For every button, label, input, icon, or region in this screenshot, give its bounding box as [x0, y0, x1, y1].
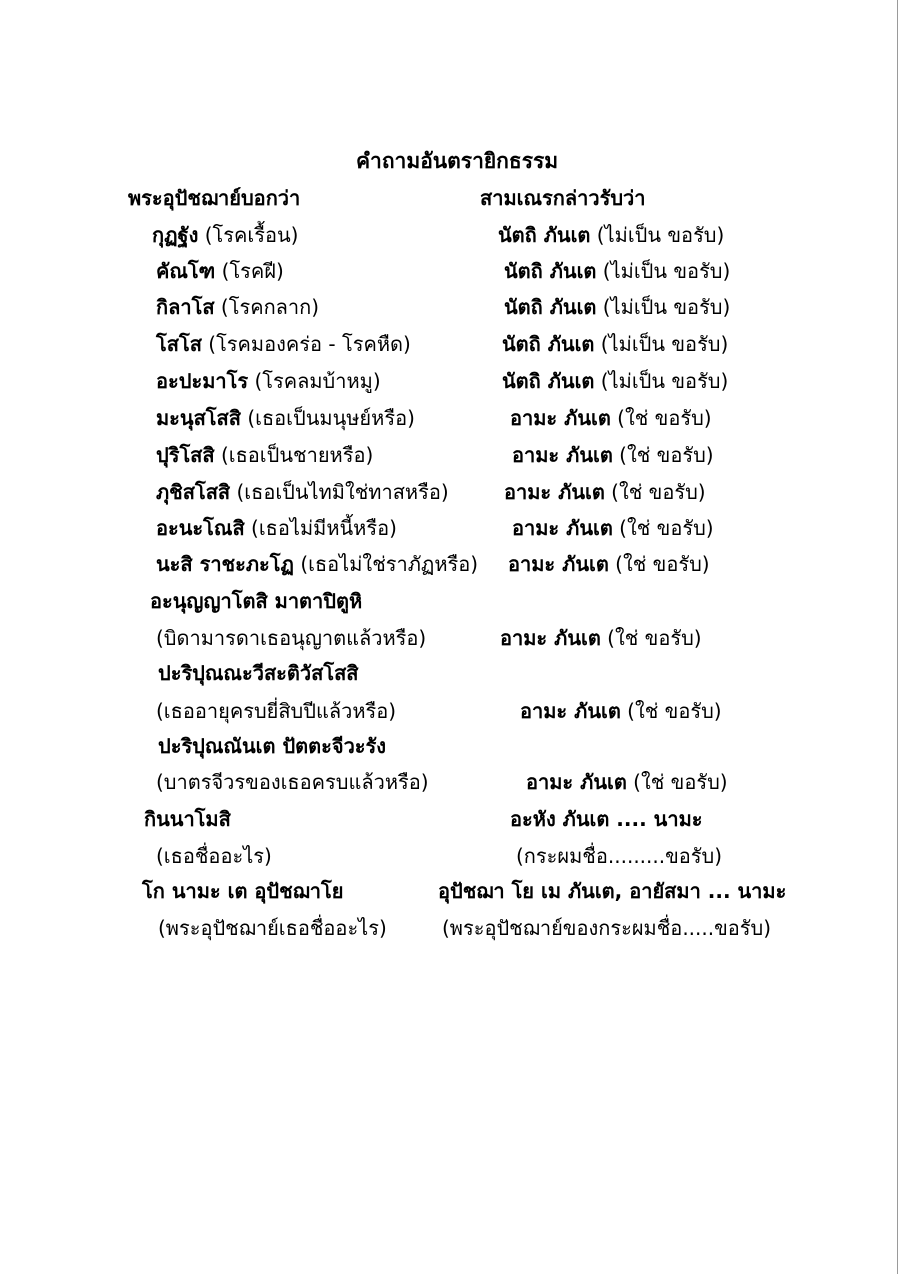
answer-pali: อุปัชฌา โย เม ภันเต, อายัสมา ... นามะ — [438, 879, 787, 903]
question-row: นะสิ ราชะภะโฏ (เธอไม่ใช่ราภัฏหรือ) — [156, 552, 479, 576]
answer-row: อามะ ภันเต (ใช่ ขอรับ) — [504, 480, 706, 504]
question-row: ปุริโสสิ (เธอเป็นชายหรือ) — [156, 443, 374, 467]
answer-row: อามะ ภันเต (ใช่ ขอรับ) — [500, 626, 702, 650]
question-row: คัณโฑ (โรคฝี) — [156, 259, 284, 283]
question-thai: (พระอุปัชฌาย์เธอชื่ออะไร) — [158, 916, 387, 940]
header-novice: สามเณรกล่าวรับว่า — [480, 186, 646, 210]
answer-thai: (กระผมชื่อ.........ขอรับ) — [516, 844, 723, 868]
question-row: ภุชิสโสสิ (เธอเป็นไทมิใช่ทาสหรือ) — [156, 480, 449, 504]
question-pali: ปะริปุณณะวีสะติวัสโสสิ — [158, 661, 359, 685]
answer-row: อามะ ภันเต (ใช่ ขอรับ) — [512, 516, 714, 540]
question-pali: โก นามะ เต อุปัชฌาโย — [142, 879, 344, 903]
document-title: คำถามอันตรายิกธรรม — [356, 149, 559, 173]
question-row: โสโส (โรคมองคร่อ - โรคหืด) — [156, 332, 411, 356]
answer-row: นัตถิ ภันเต (ไม่เป็น ขอรับ) — [502, 332, 729, 356]
question-pali: อะนุญญาโตสิ มาตาปิตูหิ — [150, 589, 363, 613]
question-row: กิลาโส (โรคกลาก) — [156, 295, 320, 319]
answer-row: นัตถิ ภันเต (ไม่เป็น ขอรับ) — [504, 295, 731, 319]
answer-row: อามะ ภันเต (ใช่ ขอรับ) — [508, 552, 710, 576]
answer-row: นัตถิ ภันเต (ไม่เป็น ขอรับ) — [504, 259, 731, 283]
question-row: มะนุสโสสิ (เธอเป็นมนุษย์หรือ) — [156, 406, 415, 430]
question-thai: (เธอชื่ออะไร) — [156, 844, 272, 868]
answer-row: อามะ ภันเต (ใช่ ขอรับ) — [520, 699, 722, 723]
answer-row: อามะ ภันเต (ใช่ ขอรับ) — [526, 770, 728, 794]
question-row: กุฏฐัง (โรคเรื้อน) — [152, 223, 299, 247]
answer-pali: อะหัง ภันเต .... นามะ — [510, 807, 703, 831]
question-pali: ปะริปุณณันเต ปัตตะจีวะรัง — [158, 734, 387, 758]
answer-row: นัตถิ ภันเต (ไม่เป็น ขอรับ) — [502, 369, 729, 393]
question-row: อะนะโณสิ (เธอไม่มีหนี้หรือ) — [156, 516, 397, 540]
answer-row: อามะ ภันเต (ใช่ ขอรับ) — [510, 406, 712, 430]
answer-row: อามะ ภันเต (ใช่ ขอรับ) — [512, 443, 714, 467]
question-thai: (บิดามารดาเธอนุญาตแล้วหรือ) — [156, 626, 427, 650]
question-thai: (เธออายุครบยี่สิบปีแล้วหรือ) — [156, 699, 397, 723]
question-pali: กินนาโมสิ — [144, 807, 231, 831]
answer-row: นัตถิ ภันเต (ไม่เป็น ขอรับ) — [498, 223, 725, 247]
question-row: อะปะมาโร (โรคลมบ้าหมู) — [156, 369, 381, 393]
question-thai: (บาตรจีวรของเธอครบแล้วหรือ) — [156, 770, 429, 794]
answer-thai: (พระอุปัชฌาย์ของกระผมชื่อ.....ขอรับ) — [442, 916, 772, 940]
header-preceptor: พระอุปัชฌาย์บอกว่า — [128, 186, 301, 210]
